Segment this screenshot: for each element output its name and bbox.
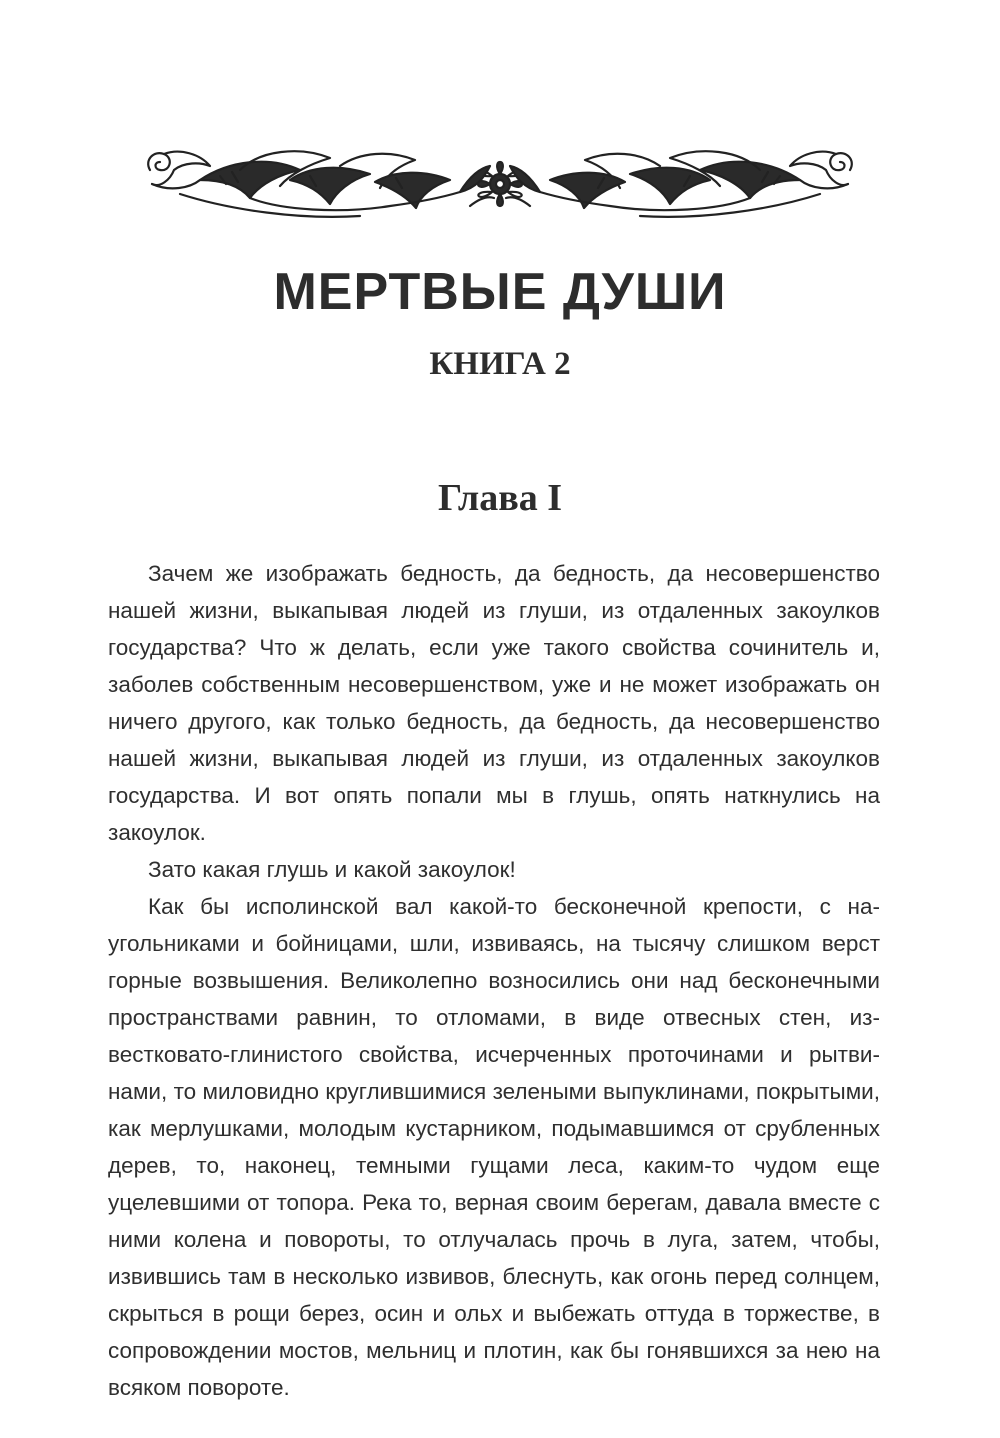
body-text xyxy=(108,555,880,1406)
floral-ornament-icon xyxy=(140,140,860,230)
paragraph: Зачем же изображать бедность, да бедность, да несовершенство нашей жизни, выкапывая людей из глуши, из отдаленных закоулков государства? Что ж делать, если уже такого свойства сочинитель и, заболев собственным несовершенством, уже и не может изображать он ничего другого, как только бедность, да бедность, да несовершенство нашей жизни, выкапывая людей из глуши, из отдаленных закоулков государства. И вот опять попали мы в глушь, опять наткнулись на закоулок. xyxy=(108,561,880,845)
book-title: МЕРТВЫЕ ДУШИ xyxy=(273,263,727,321)
paragraph: Как бы исполинской вал какой-то бесконечной крепости, с наугольниками и бойницами, шли, извиваясь, на тысячу слишком верст горные возвышения. Великолепно возносились они над бесконечными пространствами равнин, то отломами, в виде отвесных стен, известковато-глинистого свойства, исчерченных проточинами и рытвинами, то миловидно круглившимися зелеными выпуклинами, покрытыми, как мерлушками, молодым кустарником, подымавшимся от срубленных дерев, то, наконец, темными гущами леса, каким-то чудом еще уцелевшими от топора. Река то, верная своим берегам, давала вместе с ними колена и повороты, то отлучалась прочь в луга, затем, чтобы, извившись там в несколько извивов, блеснуть, как огонь перед солнцем, скрыться в рощи берез, осин и ольх и выбежать оттуда в торжестве, в сопровождении мостов, мельниц и плотин, как бы гонявшихся за нею на всяком повороте. xyxy=(108,894,880,1400)
paragraph: Зато какая глушь и какой закоулок! xyxy=(148,857,516,882)
book-subtitle: КНИГА 2 xyxy=(429,346,571,382)
chapter-heading: Глава I xyxy=(437,477,563,519)
